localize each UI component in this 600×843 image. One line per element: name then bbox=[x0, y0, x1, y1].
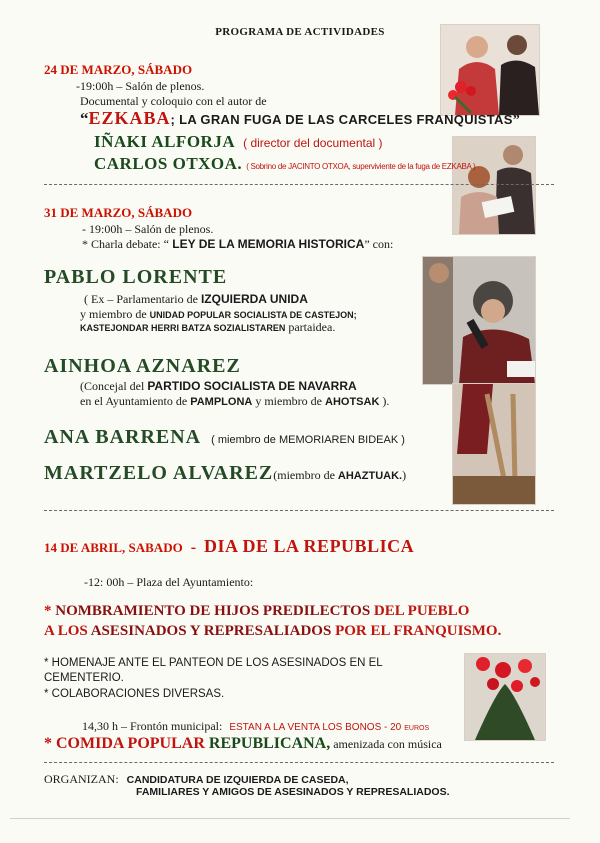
fronton-line bbox=[82, 719, 429, 734]
film-subtitle: ; LA GRAN FUGA DE LAS CARCELES FRANQUISTAS bbox=[170, 112, 513, 127]
speaker-ana-role: ( miembro de MEMORIAREN BIDEAK ) bbox=[211, 434, 405, 446]
date-31-marzo: 31 DE MARZO, SÁBADO bbox=[44, 205, 193, 220]
pablo-l2-prefix: y miembro de bbox=[80, 307, 150, 321]
date-14-abril: 14 DE ABRIL, SABADO bbox=[44, 540, 183, 555]
n2-text: ASESINADOS Y REPRESALIADOS bbox=[90, 623, 332, 639]
pablo-party-3: KASTEJONDAR HERRI BATZA SOZIALISTAREN bbox=[80, 323, 286, 333]
debate-title: LEY DE LA MEMORIA HISTORICA bbox=[168, 237, 365, 251]
speaker-inaki-role: ( director del documental ) bbox=[243, 136, 383, 150]
n2-suffix: POR EL FRANQUISMO. bbox=[331, 623, 502, 639]
quote-close: ” bbox=[512, 113, 520, 128]
republic-day-header bbox=[44, 536, 414, 557]
speaker-martzelo-name: MARTZELO ALVAREZ bbox=[44, 462, 274, 484]
ainhoa-city: PAMPLONA bbox=[190, 396, 253, 408]
organizers-label: ORGANIZAN: bbox=[44, 772, 119, 786]
pablo-party-2: UNIDAD POPULAR SOCIALISTA DE CASTEJON; bbox=[149, 310, 357, 320]
bonos-text: ESTAN A LA VENTA LOS BONOS - 20 bbox=[229, 722, 402, 733]
bonos-euros: EUROS bbox=[404, 725, 430, 732]
page-bottom-line bbox=[10, 818, 570, 819]
n2-prefix: A LOS bbox=[44, 623, 91, 639]
ainhoa-party: PARTIDO SOCIALISTA DE NAVARRA bbox=[147, 379, 357, 393]
speaker-carlos-role: ( Sobrino de JACINTO OTXOA, superviviente de la fuga de EZKABA ) bbox=[246, 162, 476, 171]
organizer-1: CANDIDATURA DE IZQUIERDA DE CASEDA, bbox=[126, 774, 349, 786]
martzelo-role-prefix: (miembro de bbox=[273, 468, 338, 482]
photo-flowers-women bbox=[440, 24, 540, 116]
speaker-pablo-line3 bbox=[80, 320, 335, 335]
speaker-ainhoa-line2 bbox=[80, 394, 389, 409]
nombramiento-line2 bbox=[44, 623, 501, 640]
ainhoa-l2-suffix: ). bbox=[379, 394, 390, 408]
comida-popular: * COMIDA POPULAR bbox=[44, 735, 209, 752]
photo-speaker-reading bbox=[452, 136, 536, 235]
speaker-carlos bbox=[94, 154, 475, 174]
speaker-ainhoa-name: AINHOA AZNAREZ bbox=[44, 355, 241, 377]
speaker-pablo-name: PABLO LORENTE bbox=[44, 266, 228, 288]
speaker-inaki-name: IÑAKI ALFORJA bbox=[94, 132, 236, 151]
debate-prefix: * Charla debate: “ bbox=[82, 237, 169, 251]
pablo-party: IZQUIERDA UNIDA bbox=[200, 292, 308, 306]
photo-red-flowers bbox=[464, 653, 546, 741]
ainhoa-l1-prefix: (Concejal del bbox=[80, 379, 148, 393]
speaker-ana-name: ANA BARRENA bbox=[44, 426, 202, 448]
debate-suffix: ” con: bbox=[364, 237, 394, 251]
martzelo-org: AHAZTUAK. bbox=[337, 470, 403, 482]
quote-open: “ bbox=[80, 109, 89, 128]
separator bbox=[44, 184, 554, 185]
comida-suffix: amenizada con música bbox=[330, 737, 442, 751]
speaker-carlos-name: CARLOS OTXOA. bbox=[94, 154, 243, 173]
comida-line bbox=[44, 735, 442, 753]
colaboraciones: * COLABORACIONES DIVERSAS. bbox=[44, 688, 225, 700]
photo-drummer bbox=[452, 383, 536, 505]
film-name: EZKABA bbox=[88, 108, 171, 128]
homenaje-line1: * HOMENAJE ANTE EL PANTEON DE LOS ASESINADOS EN EL bbox=[44, 657, 383, 669]
speaker-inaki bbox=[94, 132, 383, 152]
speaker-martzelo bbox=[44, 462, 406, 485]
photo-microphone bbox=[422, 256, 536, 385]
ainhoa-org: AHOTSAK bbox=[325, 396, 380, 408]
separator bbox=[44, 510, 554, 511]
dash: - bbox=[190, 539, 197, 556]
fronton-time: 14,30 h – Frontón municipal: bbox=[82, 719, 223, 733]
s2-time: - 19:00h – Salón de plenos. bbox=[82, 222, 214, 236]
pablo-l1-prefix: ( Ex – Parlamentario de bbox=[84, 292, 201, 306]
separator bbox=[44, 762, 554, 763]
republic-day-headline: DIA DE LA REPUBLICA bbox=[204, 536, 415, 556]
s3-time: -12: 00h – Plaza del Ayuntamiento: bbox=[84, 575, 254, 589]
organizer-2: FAMILIARES Y AMIGOS DE ASESINADOS Y REPRESALIADOS. bbox=[136, 786, 450, 798]
s1-time: -19:00h – Salón de plenos. bbox=[76, 79, 205, 93]
page-title: PROGRAMA DE ACTIVIDADES bbox=[215, 26, 385, 38]
n1-suffix: DEL PUEBLO bbox=[370, 603, 470, 619]
nombramiento-line1 bbox=[44, 603, 469, 620]
ainhoa-l2-mid: y miembro de bbox=[252, 394, 325, 408]
n1-star: * bbox=[44, 603, 56, 619]
n1-text: NOMBRAMIENTO DE HIJOS PREDILECTOS bbox=[55, 603, 371, 619]
martzelo-role-suffix: ) bbox=[402, 468, 407, 482]
speaker-ana bbox=[44, 426, 405, 449]
speaker-ainhoa-line1 bbox=[80, 379, 357, 394]
date-24-marzo: 24 DE MARZO, SÁBADO bbox=[44, 62, 193, 77]
ainhoa-l2-prefix: en el Ayuntamiento de bbox=[80, 394, 191, 408]
homenaje-line2: CEMENTERIO. bbox=[44, 672, 124, 684]
comida-republicana: REPUBLICANA, bbox=[208, 735, 331, 752]
s2-debate bbox=[82, 237, 393, 252]
s1-description: Documental y coloquio con el autor de bbox=[80, 94, 267, 108]
documentary-title bbox=[80, 108, 520, 129]
pablo-l3-suffix: partaidea. bbox=[285, 320, 336, 334]
speaker-pablo-line1 bbox=[84, 292, 308, 307]
